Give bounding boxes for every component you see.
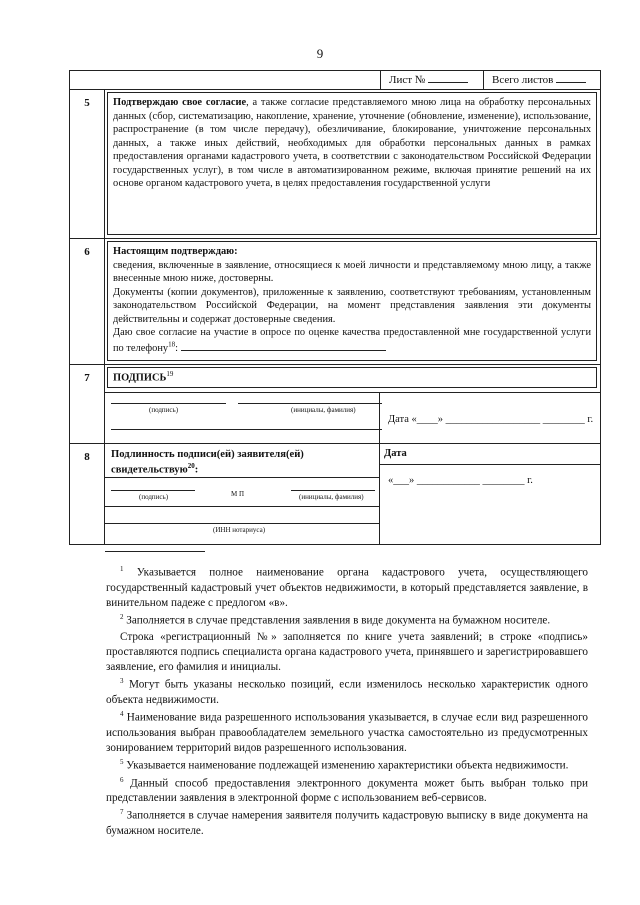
footnote-7 <box>106 808 588 839</box>
footnote-ref-19: 19 <box>166 370 174 378</box>
footnote-2-continued-text: Строка «регистрационный №» заполняется по книге учета заявлений; в строке «подпись» проставляются подпись специалиста органа кадастрового учета, принявшего и зарегистрировавшего заявление, его фамилия и инициалы. <box>106 631 588 674</box>
section-6-paragraph-1: сведения, включенные в заявление, относящиеся к моей личности и представляемому мною лицу, а также внесенные мною ниже, достоверны. <box>113 259 592 285</box>
signature-line[interactable] <box>111 403 226 404</box>
section-8-row <box>70 444 601 545</box>
footnote-7-text: Заполняется в случае намерения заявителя получить кадастровую выписку в виде документа на бумажном носителе. <box>106 810 588 838</box>
section-7-number: 7 <box>70 365 105 444</box>
total-sheets-blank <box>556 72 586 83</box>
sheet-number-field[interactable] <box>380 71 483 89</box>
footnote-5-mark: 5 <box>120 757 124 766</box>
section-8-divider-1 <box>105 477 380 478</box>
section-6-paragraph-3-end: : <box>175 342 179 354</box>
section-6-row <box>70 239 601 365</box>
footnote-1-text: Указывается полное наименование органа кадастрового учета, осуществляющего государственный кадастровый учет объектов недвижимости, в который представляется заявление, в винительном падеже с предлогом «в». <box>106 566 588 609</box>
section-8-title-box <box>111 448 371 477</box>
footnote-6-text: Данный способ предоставления электронного документа может быть выбран только при представлении заявления в электронной форме с использованием веб-сервисов. <box>106 777 589 805</box>
footnote-2 <box>106 613 588 629</box>
section-7-title-box <box>107 367 597 388</box>
footnote-4-mark: 4 <box>120 710 124 719</box>
section-6-paragraph-2: Документы (копии документов), приложенные к заявлению, соответствуют требованиям, установленным законодательством Российской Федерации, на момент представления заявления эти документы действительны и содержат достоверные сведения. <box>113 286 592 325</box>
total-sheets-label: Всего листов <box>492 74 554 86</box>
section-7-signature-area <box>105 393 379 441</box>
footnote-2-continued <box>106 630 588 675</box>
sheet-number-label: Лист № <box>389 74 426 86</box>
footnote-5-text: Указывается наименование подлежащей изменению характеристики объекта недвижимости. <box>126 759 569 772</box>
section-7-date-field[interactable]: Дата «____» __________________ ________ г. <box>388 414 594 425</box>
footnote-4 <box>106 710 588 756</box>
section-8-divider-2 <box>105 506 380 507</box>
section-6-paragraph-3: Даю свое согласие на участие в опросе по оценке качества предоставленной мне государственной услуги по телефону <box>113 327 592 354</box>
footnote-6-mark: 6 <box>120 775 124 784</box>
footnote-ref-18: 18 <box>168 340 176 349</box>
notary-initials-line[interactable] <box>291 490 375 491</box>
footnote-3 <box>106 677 588 708</box>
footnote-3-mark: 3 <box>120 677 124 686</box>
notary-signature-line[interactable] <box>111 490 195 491</box>
section-6-bold-lead: Настоящим подтверждаю: <box>113 246 238 257</box>
section-7-title: ПОДПИСЬ <box>113 372 167 384</box>
section-6-confirm-box <box>107 241 597 361</box>
extra-signature-line[interactable] <box>111 429 382 430</box>
seal-label: М П <box>231 490 245 498</box>
notary-inn-label: (ИНН нотариуса) <box>213 526 266 534</box>
section-8-title-end: : <box>194 464 199 476</box>
initials-label: (инициалы, фамилия) <box>291 406 356 414</box>
section-8-date-area <box>380 444 600 544</box>
footnote-7-mark: 7 <box>120 808 124 817</box>
signature-label: (подпись) <box>149 406 179 414</box>
footnote-2-mark: 2 <box>120 612 124 621</box>
section-5-row <box>70 90 601 239</box>
footnote-3-text: Могут быть указаны несколько позиций, если изменилось несколько характеристик одного объекта недвижимости. <box>106 679 589 707</box>
section-8-date-divider <box>380 464 601 465</box>
section-5-number: 5 <box>70 90 105 239</box>
footnote-5 <box>106 758 588 774</box>
notary-signature-label: (подпись) <box>139 493 169 501</box>
footnotes <box>106 565 588 841</box>
section-8-number: 8 <box>70 444 105 545</box>
notary-inn-line[interactable] <box>105 523 380 524</box>
notary-initials-label: (инициалы, фамилия) <box>299 493 364 501</box>
footnote-1-mark: 1 <box>120 565 124 573</box>
section-8-date-field[interactable]: «___» ____________ ________ г. <box>388 475 533 486</box>
total-sheets-field[interactable] <box>483 71 601 89</box>
footnote-ref-20: 20 <box>187 461 195 470</box>
section-7-signature-row <box>70 393 601 444</box>
section-8-notary-area <box>105 444 379 544</box>
footnote-6 <box>106 776 588 807</box>
footnote-4-text: Наименование вида разрешенного использования указывается, в случае если вид разрешенного использования выбран правообладателем земельного участка самостоятельно из предусмотренных зонированием территорий видов разрешенного использования. <box>106 711 588 754</box>
section-8-date-title: Дата <box>384 448 407 459</box>
section-7-row <box>70 365 601 393</box>
footnote-1 <box>106 565 588 611</box>
section-8-title: Подлинность подписи(ей) заявителя(ей) свидетельствую <box>111 449 304 476</box>
sheet-number-blank <box>428 72 468 83</box>
header-row <box>70 71 601 90</box>
initials-line[interactable] <box>238 403 382 404</box>
footnote-separator <box>105 551 205 552</box>
phone-input-line[interactable] <box>181 340 386 351</box>
footnote-2-text: Заполняется в случае представления заявления в виде документа на бумажном носителе. <box>126 614 551 627</box>
section-5-text: , а также согласие представляемого мною лица на обработку персональных данных (сбор, систематизацию, накопление, хранение, уточнение (обновление, изменение), использование, распространение (в том числе передачу), обезличивание, блокирование, уничтожение персональных данных, а также иных действий, необходимых для обработки персональных данных в рамках предоставления органами кадастрового учета, в соответствии с законодательством Российской Федерации государственных услуг), в том числе в автоматизированном режиме, включая принятие решений на их основе органом кадастрового учета, в целях предоставления государственной услуги <box>113 97 592 190</box>
section-6-number: 6 <box>70 239 105 365</box>
section-5-consent-box <box>107 92 597 235</box>
page-number: 9 <box>316 46 324 61</box>
section-5-bold-lead: Подтверждаю свое согласие <box>113 97 247 108</box>
application-form-table <box>69 70 601 545</box>
